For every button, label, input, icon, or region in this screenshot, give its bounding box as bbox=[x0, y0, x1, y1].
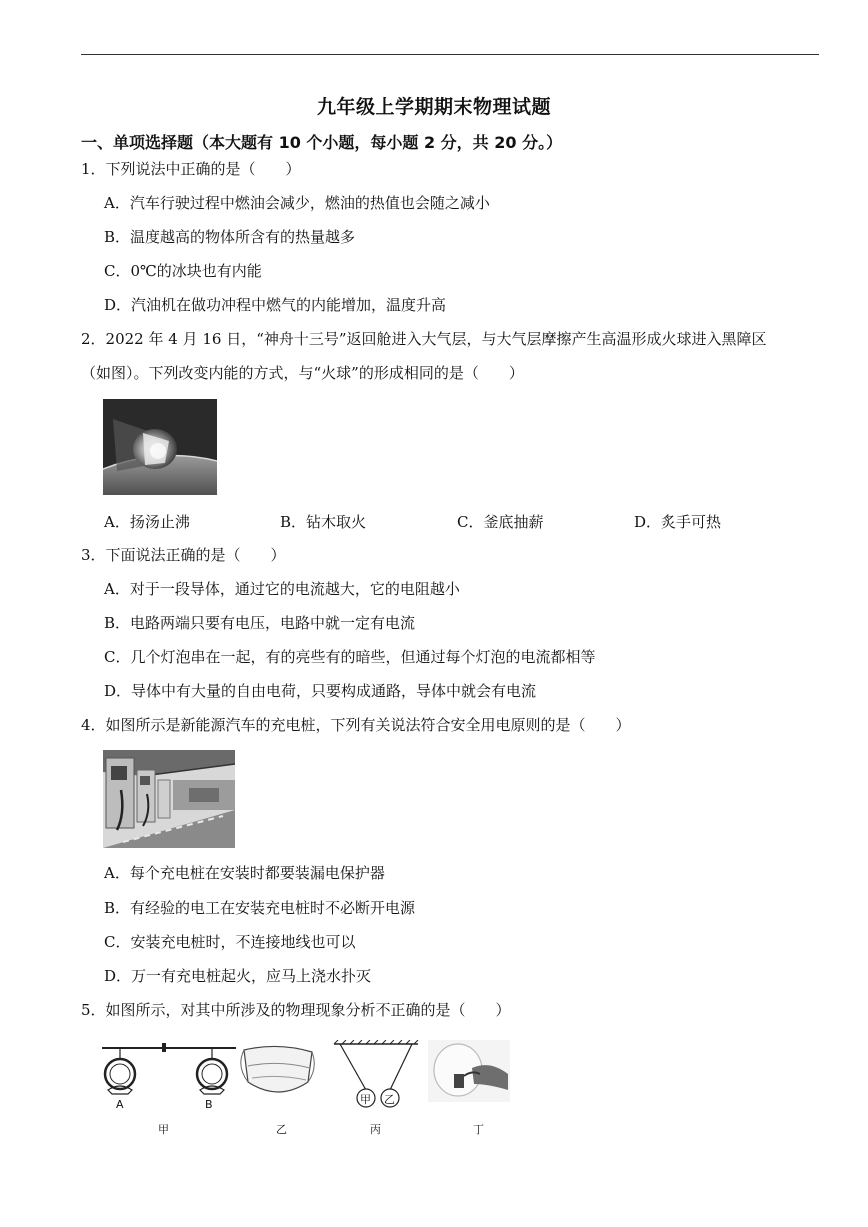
question-3-option-a: A．对于一段导体，通过它的电流越大，它的电阻越小 bbox=[104, 580, 460, 598]
question-3-option-d: D．导体中有大量的自由电荷，只要构成通路，导体中就会有电流 bbox=[104, 682, 537, 700]
figure-ding-hand-dryer-photo bbox=[428, 1040, 510, 1102]
question-4-stem: 4．如图所示是新能源汽车的充电桩，下列有关说法符合安全用电原则的是（ ） bbox=[81, 716, 631, 734]
question-2-stem-line-2: （如图）。下列改变内能的方式，与“火球”的形成相同的是（ ） bbox=[81, 364, 524, 382]
figure-caption-ding: 丁 bbox=[473, 1123, 484, 1136]
figure-caption-yi: 乙 bbox=[276, 1123, 287, 1136]
header-rule bbox=[81, 54, 819, 55]
figure-yi-face-mask bbox=[238, 1040, 318, 1104]
question-2-option-a: A．扬汤止沸 bbox=[104, 513, 190, 531]
question-4-option-c: C．安装充电桩时，不连接地线也可以 bbox=[104, 933, 356, 951]
question-2-option-d: D．炙手可热 bbox=[634, 513, 722, 531]
question-1-option-a: A．汽车行驶过程中燃油会减少，燃油的热值也会随之减小 bbox=[104, 194, 490, 212]
question-2-option-b: B．钻木取火 bbox=[280, 513, 367, 531]
question-1-option-d: D．汽油机在做功冲程中燃气的内能增加，温度升高 bbox=[104, 296, 447, 314]
question-4-option-a: A．每个充电桩在安装时都要装漏电保护器 bbox=[104, 864, 385, 882]
figure-caption-jia: 甲 bbox=[158, 1123, 169, 1136]
question-2-stem-line-1: 2．2022 年 4 月 16 日，“神舟十三号”返回舱进入大气层，与大气层摩擦产生高温形成火球进入黑障区 bbox=[81, 330, 767, 348]
question-4-option-b: B．有经验的电工在安装充电桩时不必断开电源 bbox=[104, 899, 416, 917]
charging-station-photo bbox=[103, 750, 235, 848]
figure-jia-label-b: B bbox=[205, 1098, 213, 1111]
section-heading: 一、单项选择题（本大题有 10 个小题，每小题 2 分，共 20 分。） bbox=[81, 133, 563, 152]
figure-bing-ball-label-1: 甲 bbox=[360, 1093, 371, 1106]
question-3-option-c: C．几个灯泡串在一起，有的亮些有的暗些，但通过每个灯泡的电流都相等 bbox=[104, 648, 596, 666]
question-3-option-b: B．电路两端只要有电压，电路中就一定有电流 bbox=[104, 614, 416, 632]
question-4-option-d: D．万一有充电桩起火，应马上浇水扑灭 bbox=[104, 967, 372, 985]
reentry-capsule-photo bbox=[103, 399, 217, 495]
question-5-stem: 5．如图所示，对其中所涉及的物理现象分析不正确的是（ ） bbox=[81, 1001, 511, 1019]
figure-caption-bing: 丙 bbox=[370, 1123, 381, 1136]
figure-bing-ball-label-2: 乙 bbox=[384, 1093, 395, 1106]
question-1-option-c: C．0℃的冰块也有内能 bbox=[104, 262, 262, 280]
question-3-stem: 3．下面说法正确的是（ ） bbox=[81, 546, 286, 564]
figure-jia-label-a: A bbox=[116, 1098, 124, 1111]
figure-bing-charged-balls bbox=[330, 1040, 422, 1112]
question-1-option-b: B．温度越高的物体所含有的热量越多 bbox=[104, 228, 356, 246]
question-2-option-c: C．釜底抽薪 bbox=[457, 513, 544, 531]
question-1-stem: 1．下列说法中正确的是（ ） bbox=[81, 160, 301, 178]
page-title: 九年级上学期期末物理试题 bbox=[316, 96, 551, 118]
